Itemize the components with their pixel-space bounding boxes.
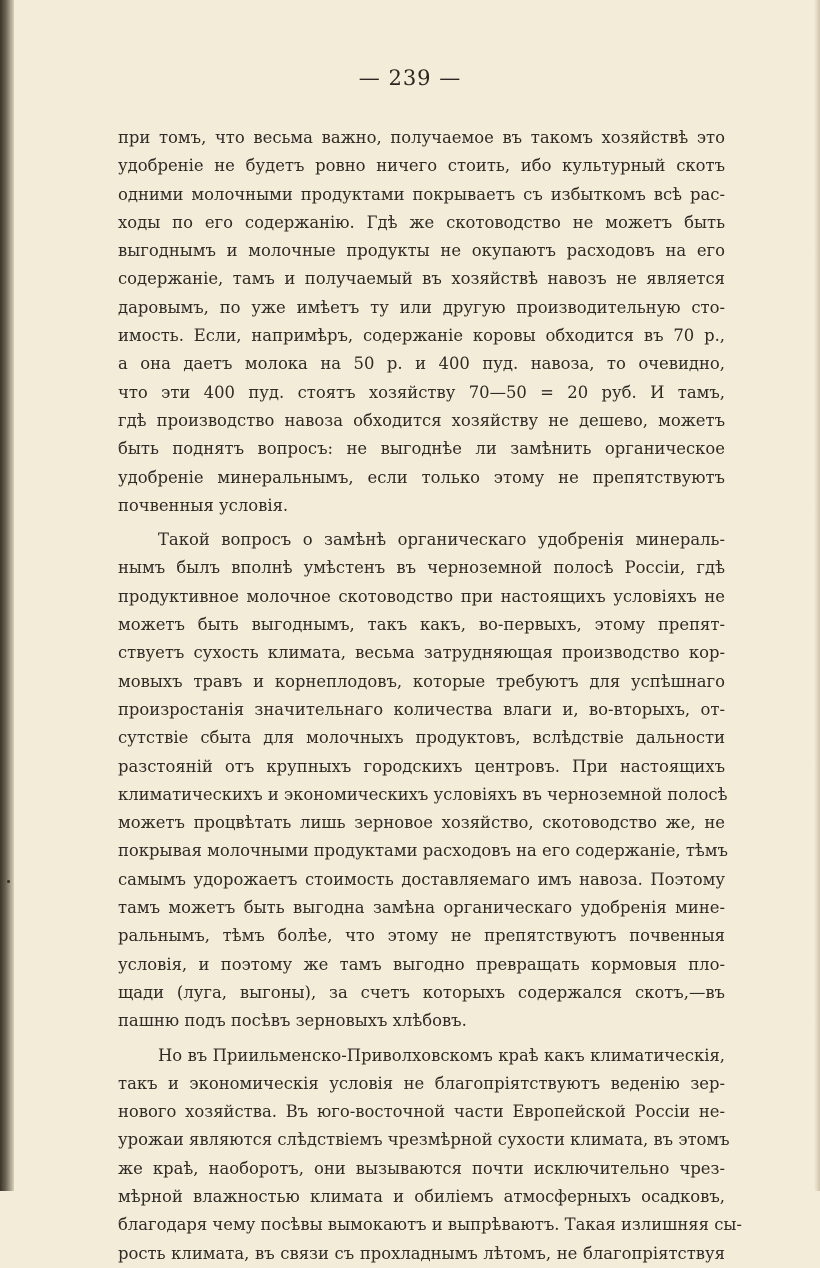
text-line: разстояній отъ крупныхъ городскихъ центровъ. При настоящихъ [118, 756, 725, 776]
text-line: можетъ процвѣтать лишь зерновое хозяйство, скотоводство же, не [118, 813, 725, 833]
text-line: рость климата, въ связи съ прохладнымъ лѣтомъ, не благопріятствуя [118, 1243, 725, 1263]
text-line: мѣрной влажностью климата и обиліемъ атмосферныхъ осадковъ, [118, 1186, 725, 1206]
text-line: самымъ удорожаетъ стоимость доставляемаго имъ навоза. Поэтому [118, 869, 725, 889]
text-line: покрывая молочными продуктами расходовъ на его содержаніе, тѣмъ [118, 841, 728, 861]
text-line: нового хозяйства. Въ юго-восточной части Европейской Россіи не- [118, 1102, 725, 1122]
text-line: при томъ, что весьма важно, получаемое въ такомъ хозяйствѣ это [118, 128, 725, 147]
paragraph [118, 526, 728, 1035]
text-line: содержаніе, тамъ и получаемый въ хозяйствѣ навозъ не является [118, 269, 725, 289]
paper-speck [7, 880, 10, 883]
page-number: — 239 — [358, 66, 462, 90]
text-line: такъ и экономическія условія не благопріятствуютъ веденію зер- [118, 1073, 725, 1093]
text-line: Такой вопросъ о замѣнѣ органическаго удобренія минераль- [158, 530, 725, 550]
text-line: почвенныя условія. [118, 495, 289, 515]
text-line: что эти 400 пуд. стоятъ хозяйству 70—50 = 20 руб. И тамъ, [118, 382, 725, 402]
text-line: благодаря чему посѣвы вымокаютъ и выпрѣваютъ. Такая излишняя сы- [118, 1215, 742, 1235]
text-line: сутствіе сбыта для молочныхъ продуктовъ, вслѣдствіе дальности [118, 728, 725, 748]
text-line: Но въ Приильменско-Приволховскомъ краѣ какъ климатическія, [158, 1045, 725, 1065]
text-line: произростанія значительнаго количества влаги и, во-вторыхъ, от- [118, 699, 725, 719]
page-right-edge [814, 0, 820, 1191]
text-line: быть поднятъ вопросъ: не выгоднѣе ли замѣнить органическое [118, 439, 725, 459]
text-line: тамъ можетъ быть выгодна замѣна органическаго удобренія мине- [118, 898, 725, 918]
paragraph [118, 124, 725, 520]
text-line: гдѣ производство навоза обходится хозяйству не дешево, можетъ [118, 410, 725, 430]
paragraph [118, 1042, 742, 1268]
text-line: же краѣ, наоборотъ, они вызываются почти исключительно чрез- [118, 1158, 725, 1178]
page-binding-edge [0, 0, 14, 1191]
text-line: климатическихъ и экономическихъ условіяхъ въ черноземной полосѣ [118, 784, 728, 804]
text-line: удобреніе не будетъ ровно ничего стоить, ибо культурный скотъ [118, 156, 725, 176]
text-line: ральнымъ, тѣмъ болѣе, что этому не препятствуютъ почвенныя [118, 926, 725, 946]
text-line: мовыхъ травъ и корнеплодовъ, которые требуютъ для успѣшнаго [118, 671, 725, 691]
text-line: имость. Если, напримѣръ, содержаніе коровы обходится въ 70 р., [118, 326, 725, 346]
text-line: щади (луга, выгоны), за счетъ которыхъ содержался скотъ,—въ [118, 982, 725, 1002]
text-line: ходы по его содержанію. Гдѣ же скотоводство не можетъ быть [118, 212, 725, 232]
text-line: удобреніе минеральнымъ, если только этому не препятствуютъ [118, 467, 725, 487]
text-line: продуктивное молочное скотоводство при настоящихъ условіяхъ не [118, 586, 725, 606]
text-line: выгоднымъ и молочные продукты не окупаютъ расходовъ на его [118, 241, 725, 261]
text-line: условія, и поэтому же тамъ выгодно превращать кормовыя пло- [118, 954, 725, 974]
text-line: даровымъ, по уже имѣетъ ту или другую производительную сто- [118, 297, 725, 317]
text-line: пашню подъ посѣвъ зерновыхъ хлѣбовъ. [118, 1011, 467, 1031]
text-line: урожаи являются слѣдствіемъ чрезмѣрной сухости климата, въ этомъ [118, 1130, 730, 1150]
text-line: можетъ быть выгоднымъ, такъ какъ, во-первыхъ, этому препят- [118, 615, 725, 635]
text-line: а она даетъ молока на 50 р. и 400 пуд. навоза, то очевидно, [118, 354, 725, 374]
text-line: ствуетъ сухость климата, весьма затрудняющая производство кор- [118, 643, 725, 663]
page-body [118, 124, 742, 1268]
text-line: нымъ былъ вполнѣ умѣстенъ въ черноземной полосѣ Россіи, гдѣ [118, 558, 725, 578]
text-line: одними молочными продуктами покрываетъ съ избыткомъ всѣ рас- [118, 184, 725, 204]
